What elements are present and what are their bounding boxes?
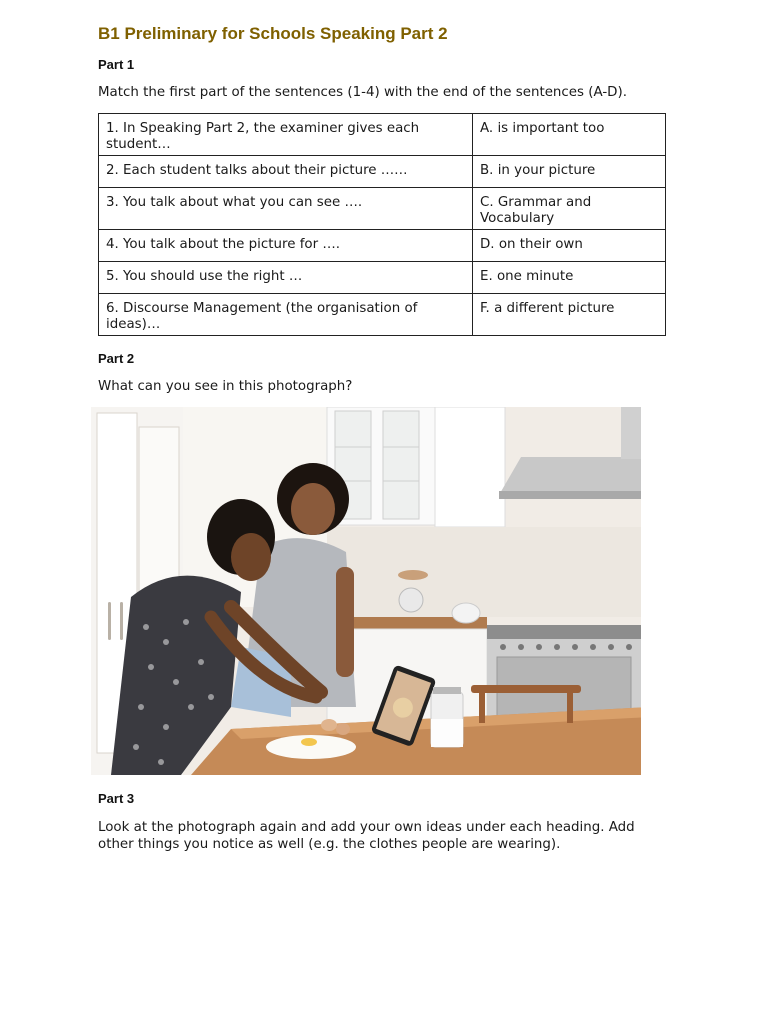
sentence-end-cell: C. Grammar and Vocabulary bbox=[473, 188, 666, 230]
sentence-start-cell: 4. You talk about the picture for …. bbox=[99, 230, 473, 262]
table-row bbox=[99, 230, 666, 262]
table-row bbox=[99, 294, 666, 336]
part3-instruction: Look at the photograph again and add your own ideas under each heading. Add other things you notice as well (e.g. the clothes people are wearing). bbox=[98, 820, 635, 852]
sentence-start-cell: 2. Each student talks about their picture …… bbox=[99, 156, 473, 188]
part1-heading: Part 1 bbox=[98, 57, 135, 72]
sentence-start-cell: 6. Discourse Management (the organisation of ideas)… bbox=[99, 294, 473, 336]
sentence-start-cell: 5. You should use the right … bbox=[99, 262, 473, 294]
table-row bbox=[99, 156, 666, 188]
kitchen-photograph bbox=[91, 407, 641, 775]
table-row bbox=[99, 114, 666, 156]
part3-heading: Part 3 bbox=[98, 791, 135, 806]
sentence-end-cell: E. one minute bbox=[473, 262, 666, 294]
page-title: B1 Preliminary for Schools Speaking Part 2 bbox=[98, 24, 448, 43]
part1-instruction: Match the first part of the sentences (1-4) with the end of the sentences (A-D). bbox=[98, 85, 627, 100]
sentence-end-cell: F. a different picture bbox=[473, 294, 666, 336]
sentence-end-cell: D. on their own bbox=[473, 230, 666, 262]
matching-table bbox=[98, 113, 666, 336]
sentence-end-cell: B. in your picture bbox=[473, 156, 666, 188]
sentence-start-cell: 3. You talk about what you can see …. bbox=[99, 188, 473, 230]
sentence-end-cell: A. is important too bbox=[473, 114, 666, 156]
table-row bbox=[99, 188, 666, 230]
part2-heading: Part 2 bbox=[98, 351, 135, 366]
table-row bbox=[99, 262, 666, 294]
sentence-start-cell: 1. In Speaking Part 2, the examiner gives each student… bbox=[99, 114, 473, 156]
part2-question: What can you see in this photograph? bbox=[98, 379, 353, 394]
